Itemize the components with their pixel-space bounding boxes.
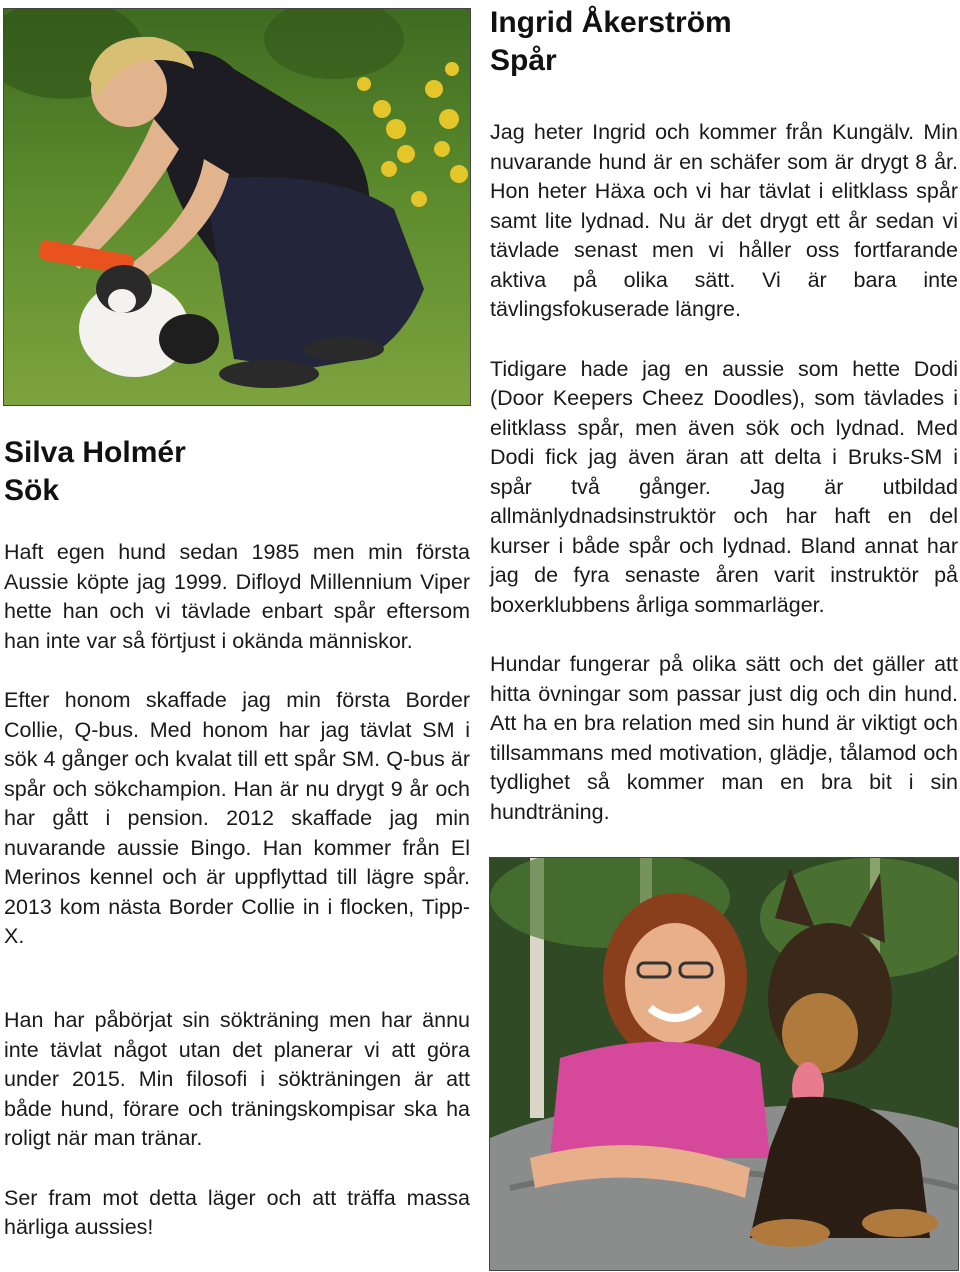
profile-paragraph: Jag heter Ingrid och kommer från Kungälv. Min nuvarande hund är en schäfer som är drygt 8 år. Hon heter Häxa och vi har tävlat i elitklass spår samt lite lydnad. Nu är det drygt ett år sedan vi tävlade senast men vi håller oss fortfarande aktiva på olika sätt. Vi är bara inte tävlingsfokuserade längre. <box>490 120 958 321</box>
profile-paragraph: Hundar fungerar på olika sätt och det gäller att hitta övningar som passar just dig och din hund. Att ha en bra relation med sin hund är viktigt och tillsammans med motivation, glädje, tålamod och tydlighet så kommer man en bra bit i sin hundträning. <box>490 652 958 824</box>
profile-paragraph: Haft egen hund sedan 1985 men min första Aussie köpte jag 1999. Difloyd Millennium Viper hette han och vi tävlade enbart spår eftersom han inte var så förtjust i okända människor. <box>4 540 470 653</box>
profile-name: Silva Holmér <box>4 436 186 469</box>
profile-silva-continued <box>4 1006 470 1243</box>
profile-paragraph: Efter honom skaffade jag min första Border Collie, Q-bus. Med honom har jag tävlat SM i sök 4 gånger och kvalat till ett spår SM. Q-bus är spår och sökchampion. Han är nu drygt 9 år och har gått i pension. 2012 skaffade jag min nuvarande aussie Bingo. Han kommer från El Merinos kennel och är uppflyttad till lägre spår. 2013 kom nästa Border Collie in i flocken, Tipp-X. <box>4 688 470 948</box>
profile-paragraph: Tidigare hade jag en aussie som hette Dodi (Door Keepers Cheez Doodles), som tävlades i elitklass spår, men även sök och lydnad. Med Dodi fick jag även äran att delta i Bruks-SM i spår två gånger. Jag är utbildad allmänlydnadsinstruktör och har haft en del kurser i både spår och lydnad. Bland annat har jag de fyra senaste åren varit instruktör på boxerklubbens årliga sommarläger. <box>490 356 958 617</box>
profile-silva <box>4 434 470 952</box>
profile-discipline: Sök <box>4 474 60 507</box>
photo-woman-with-shepherd <box>489 857 959 1271</box>
profile-paragraph: Han har påbörjat sin sökträning men har ännu inte tävlat något utan det planerar vi att göra under 2015. Min filosofi i sökträningen är att både hund, förare och träningskompisar ska ha roligt när man tränar. <box>4 1008 470 1150</box>
profile-discipline: Spår <box>490 44 557 77</box>
profile-ingrid <box>490 4 958 827</box>
photo-woman-with-puppy <box>3 8 471 406</box>
profile-paragraph: Ser fram mot detta läger och att träffa massa härliga aussies! <box>4 1185 470 1239</box>
profile-name: Ingrid Åkerström <box>490 6 732 39</box>
